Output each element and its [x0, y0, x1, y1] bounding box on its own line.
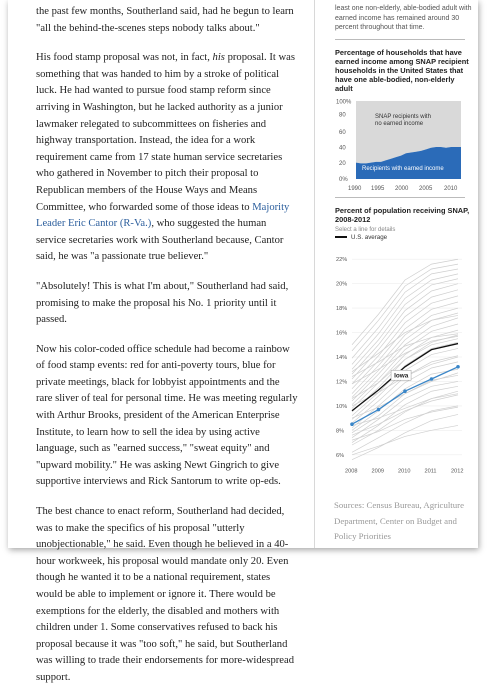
paragraph-2-text-a: His food stamp proposal was not, in fact,	[36, 52, 213, 64]
line-x-tick: 2009	[371, 468, 384, 475]
state-line[interactable]	[352, 406, 458, 452]
area-y-tick-20: 20	[339, 160, 346, 167]
area-x-tick-1995: 1995	[371, 185, 385, 192]
line-y-tick: 14%	[336, 354, 348, 361]
area-y-tick-0: 0%	[339, 176, 348, 183]
us-average-swatch	[335, 236, 347, 238]
line-y-tick: 10%	[336, 403, 348, 410]
paragraph-4: Now his color-coded office schedule had become a rainbow of food stamp events: red for anti-poverty tours, blue for private meetings, black for lobbyist appointments and the rare sliver of teal for personal time. He was meeting regularly with Arthur Brooks, president of the American Enterprise Institute, to learn how to sell the idea by using active language, such as "earned success," "sweat equity" and "upward mobility." He was asking Newt Gingrich to give supportive interviews and Rick Santorum to write op-eds.	[36, 343, 298, 488]
line-y-tick: 8%	[336, 428, 345, 435]
state-line[interactable]	[352, 264, 458, 351]
line-y-tick: 18%	[336, 305, 348, 312]
line-x-tick: 2012	[451, 468, 464, 475]
sidebar	[335, 0, 475, 473]
state-line[interactable]	[352, 274, 458, 364]
line-chart-title: Percent of population receiving SNAP, 2008-2012	[335, 205, 470, 224]
paragraph-2-text-c: , who suggested the human service secretaries work with Southerland because, Cantor said, he was "a passionate true believer."	[36, 218, 284, 263]
area-y-tick-100: 100%	[336, 99, 352, 106]
line-chart-hint: Select a line for details	[335, 226, 396, 233]
paragraph-3: "Absolutely! This is what I'm about," Southerland had said, promising to make the proposal his No. 1 priority until it passed.	[36, 280, 289, 326]
state-line[interactable]	[352, 372, 458, 432]
us-average-legend-label: U.S. average	[351, 233, 388, 241]
paragraph-2	[36, 50, 298, 266]
line-y-tick: 22%	[336, 257, 348, 264]
line-x-tick: 2010	[398, 468, 411, 475]
line-y-tick: 6%	[336, 452, 345, 459]
area-label-no-earned-line1: SNAP recipients with	[375, 113, 431, 120]
area-x-tick-2010: 2010	[444, 185, 458, 192]
area-x-tick-2005: 2005	[419, 185, 433, 192]
line-y-tick: 20%	[336, 281, 348, 288]
iowa-point[interactable]	[377, 408, 381, 412]
area-y-tick-40: 40	[339, 145, 346, 152]
column-divider	[314, 0, 315, 548]
article-page	[8, 0, 478, 683]
sidebar-rule-2	[335, 197, 465, 198]
iowa-point[interactable]	[456, 365, 460, 369]
snap-line-chart	[335, 243, 475, 473]
line-x-tick: 2008	[345, 468, 358, 475]
iowa-point[interactable]	[403, 389, 407, 393]
line-x-tick: 2011	[424, 468, 437, 475]
chart-source-note: Sources: Census Bureau, Agriculture Department, Center on Budget and Policy Priorities	[334, 500, 464, 541]
area-y-tick-60: 60	[339, 129, 346, 136]
sidebar-intro-text: least one non-elderly, able-bodied adult with earned income has remained around 30 percent throughout that time.	[335, 5, 472, 32]
area-label-no-earned-line2: no earned income	[375, 120, 424, 127]
iowa-point[interactable]	[350, 422, 354, 426]
area-y-tick-80: 80	[339, 112, 346, 119]
state-line[interactable]	[352, 315, 458, 371]
line-y-tick: 16%	[336, 330, 348, 337]
eric-cantor-link[interactable]: Majority Leader Eric Cantor (R-Va.)	[36, 201, 290, 230]
line-chart-legend	[335, 234, 475, 241]
iowa-label: Iowa	[394, 372, 409, 380]
sidebar-rule	[335, 39, 465, 40]
article-body	[36, 0, 298, 700]
line-y-tick: 12%	[336, 379, 348, 386]
earned-income-area-chart	[335, 95, 475, 193]
paragraph-2-emphasis: his	[212, 52, 225, 64]
paragraph-1: the past few months, Southerland said, had he begun to learn "all the behind-the-scenes steps nobody talks about."	[36, 6, 294, 34]
area-label-earned: Recipients with earned income	[362, 165, 444, 172]
paragraph-2-text-b: proposal. It was something that was handed to him by a stroke of political luck. He had wanted to pursue food stamp reform since arriving in Washington, but he lacked authority as a junior lawmaker relegated to subcommittees on fisheries and highway transportation. Instead, the idea for a work requirement came from 17 state human service secretaries who gathered in November to pitch their proposal to Republican members of the House Ways and Means Committee, who forwarded some of those ideas to	[36, 52, 295, 213]
area-x-tick-1990: 1990	[348, 185, 362, 192]
area-chart-title: Percentage of households that have earned income among SNAP recipient households in the United States that have one able-bodied, non-elderly adult	[335, 47, 469, 93]
state-line[interactable]	[352, 425, 458, 454]
area-x-tick-2000: 2000	[395, 185, 409, 192]
iowa-point[interactable]	[430, 377, 434, 381]
paragraph-5: The best chance to enact reform, Southerland had decided, was to make the specifics of his proposal "utterly unobjectionable," he said. Even though he believed in a 40-hour workweek, his proposal would mandate only 20. Even though he wanted it to be a national requirement, states would be able to implement or ignore it. There would be exemptions for the elderly, the disabled and mothers with children under 1. Some conservatives refused to back his proposal because it was "too soft," he said, but Southerland was willing to trade their endorsements for more-widespread support.	[36, 506, 294, 683]
